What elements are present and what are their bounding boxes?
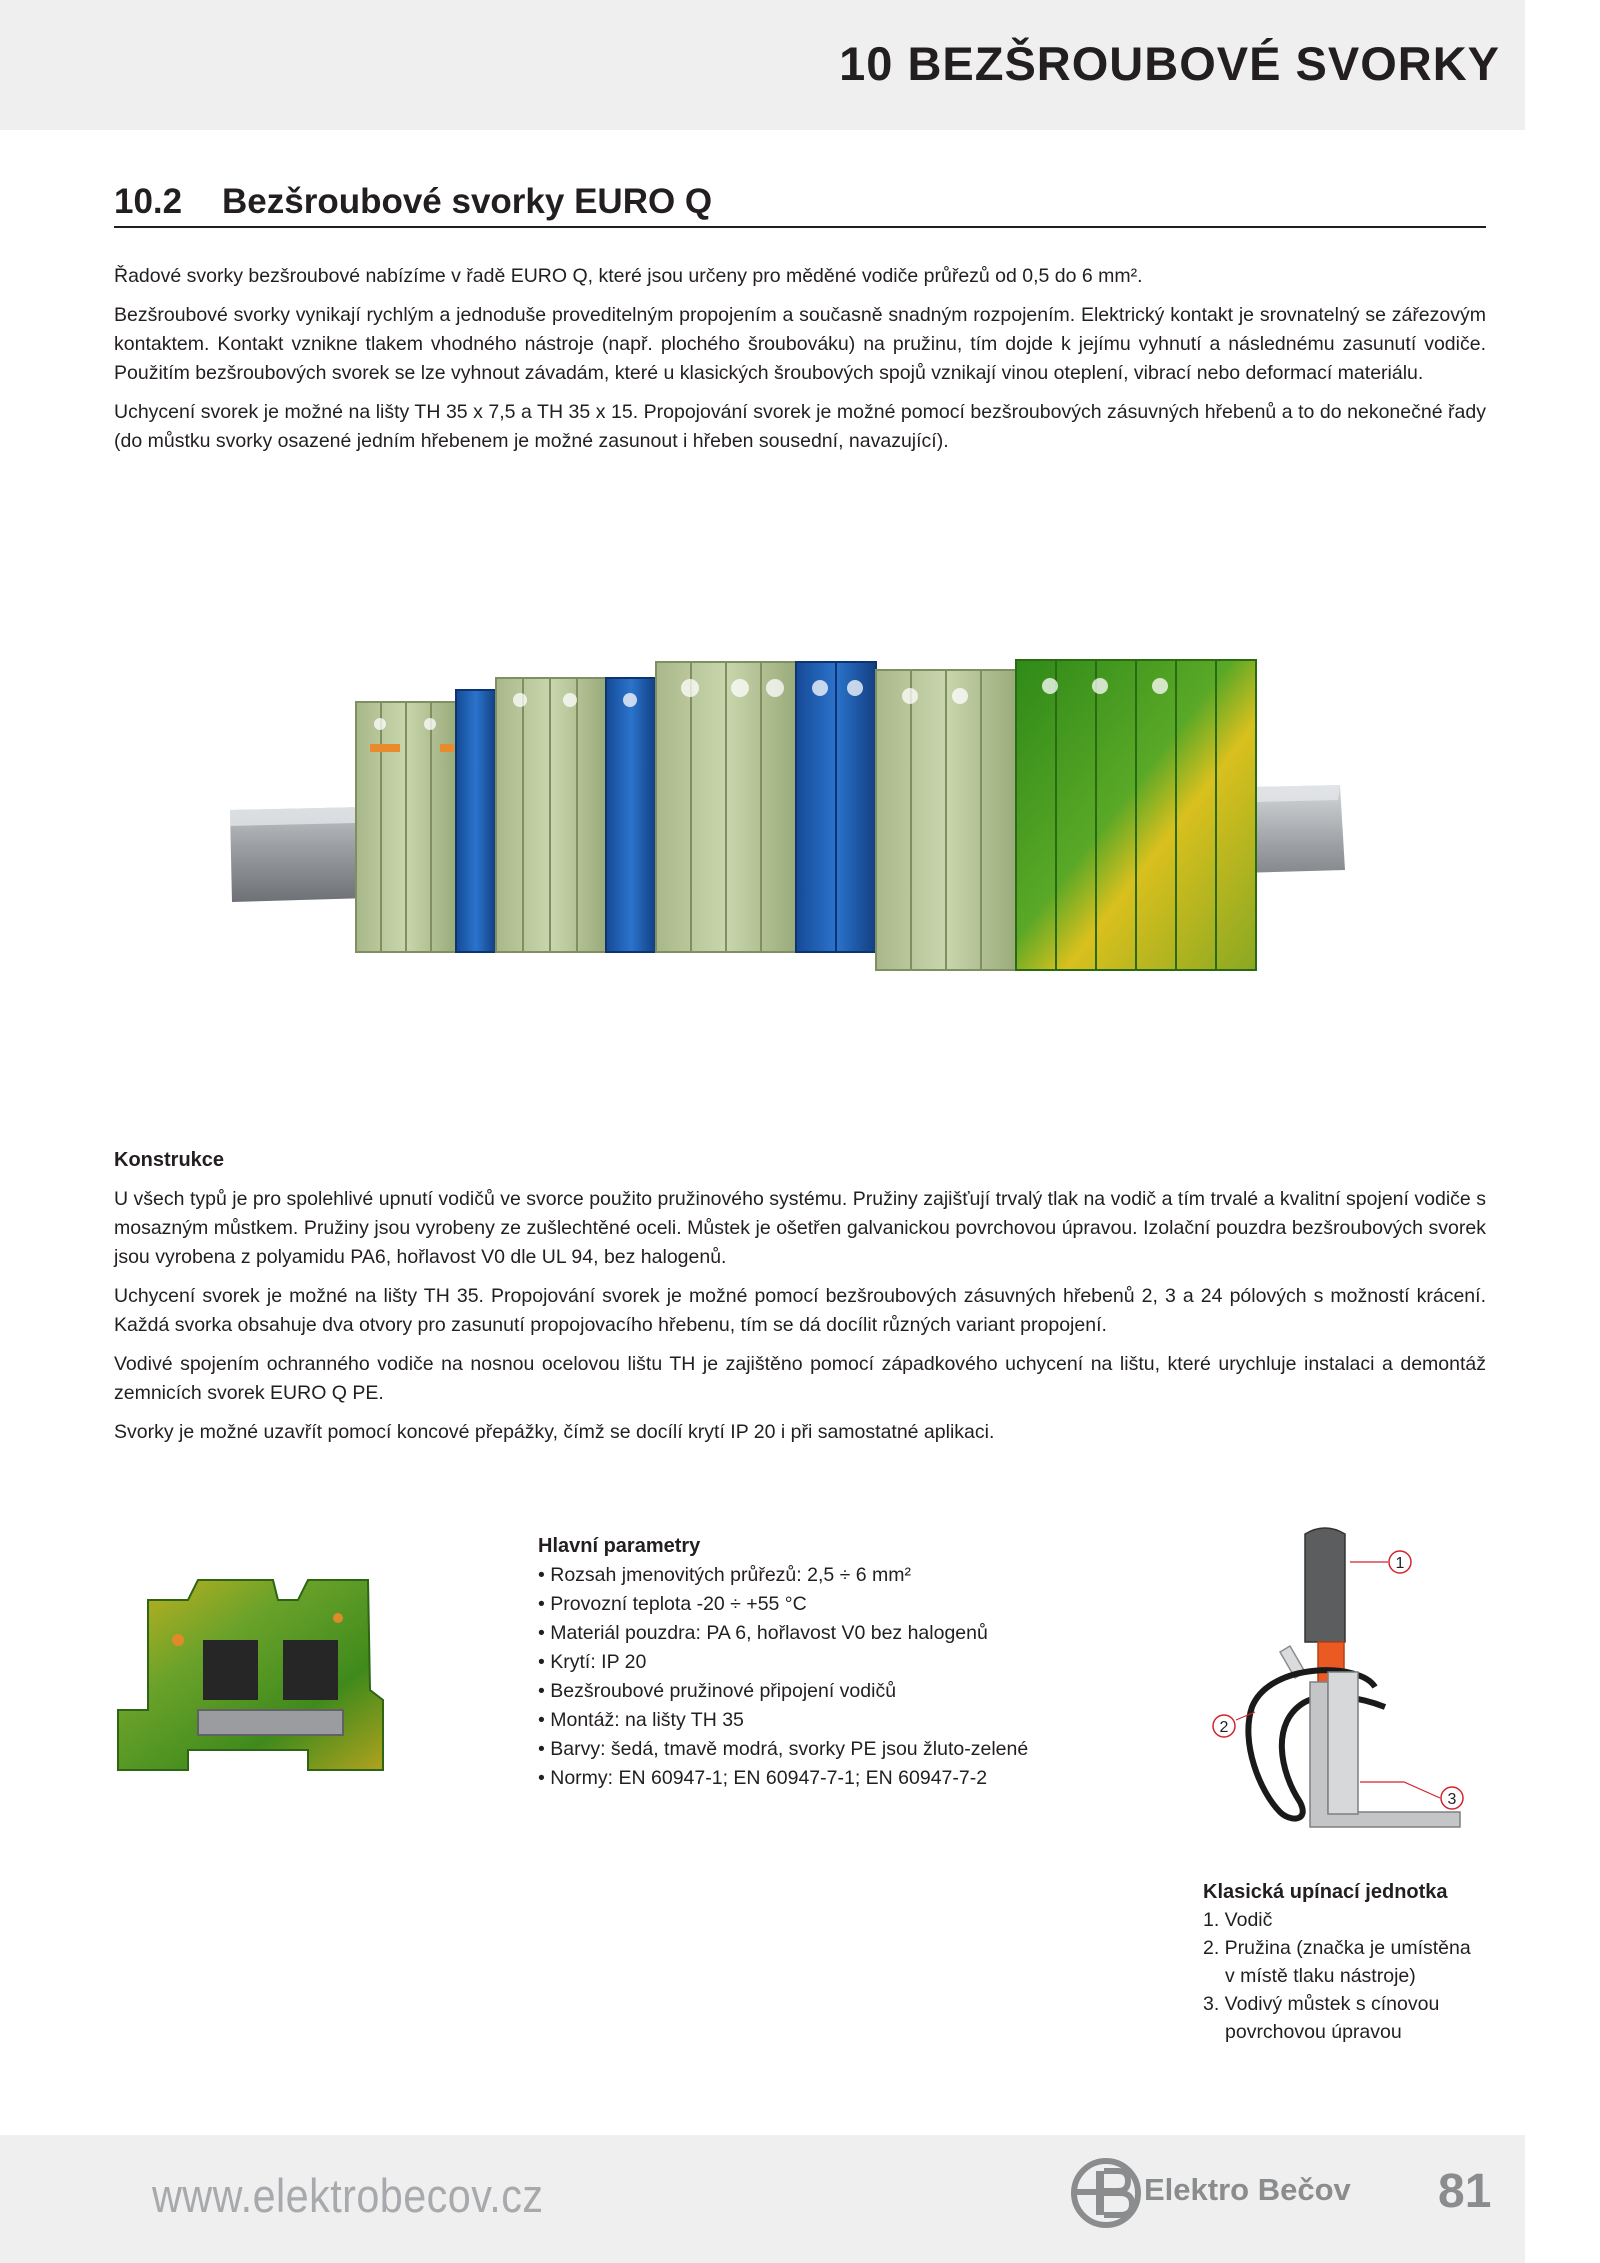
section-title-text: Bezšroubové svorky EURO Q — [222, 182, 713, 221]
clamp-item-text: 2. Pružina (značka je umístěna — [1203, 1937, 1471, 1959]
clamp-item-text: 1. Vodič — [1203, 1909, 1273, 1931]
clamp-caption — [1203, 1878, 1503, 2046]
callout-1-label: 1 — [1395, 1555, 1405, 1572]
intro-paragraph: Uchycení svorek je možné na lišty TH 35 x 7,5 a TH 35 x 15. Propojování svorek je možné pomocí bezšroubových zásuvných hřebenů a to do nekonečné řady (do můstku svorky osazené jedním hřebenem je možné zasunout i hřeben sousední, navazující). — [114, 401, 1486, 452]
params-heading: Hlavní parametry — [538, 1535, 701, 1557]
grey-terminal-group-large — [656, 662, 796, 952]
clamp-item-text: 3. Vodivý můstek s cínovou — [1203, 1993, 1440, 2015]
brand-name: Elektro Bečov — [1144, 2172, 1351, 2207]
clamp-item-continuation: povrchovou úpravou — [1225, 2021, 1402, 2043]
clamp-caption-item — [1203, 1934, 1503, 1990]
terminal-blocks-photo — [220, 640, 1350, 1010]
clamp-caption-list — [1203, 1906, 1503, 2046]
section-number: 10.2 — [114, 182, 183, 221]
wire-insulation — [1305, 1528, 1345, 1642]
konstrukce-paragraph: Svorky je možné uzavřít pomocí koncové přepážky, čímž se docílí krytí IP 20 i při samostatné aplikaci. — [114, 1421, 995, 1443]
pe-terminal-photo — [108, 1560, 388, 1780]
chapter-title: 10 BEZŠROUBOVÉ SVORKY — [839, 37, 1500, 90]
clamp-unit-diagram — [1160, 1522, 1490, 1862]
clamp-caption-item — [1203, 1906, 1503, 1934]
params-item: • Normy: EN 60947-1; EN 60947-7-1; EN 60947-7-2 — [538, 1764, 1058, 1793]
konstrukce-paragraph: Vodivé spojením ochranného vodiče na nosnou ocelovou lištu TH je zajištěno pomocí západkového uchycení na lištu, které urychluje instalaci a demontáž zemnicích svorek EURO Q PE. — [114, 1353, 1486, 1404]
intro-paragraph: Bezšroubové svorky vynikají rychlým a jednoduše proveditelným propojením a současně snadným rozpojením. Elektrický kontakt je srovnatelný se zářezovým kontaktem. Kontakt vznikne tlakem vhodného nástroje (např. plochého šroubováku) na pružinu, tím dojde k jejímu vyhnutí a následnému zasunutí vodiče. Použitím bezšroubových svorek se lze vyhnout závadám, které u klasických šroubových spojů vznikají vinou oteplení, vibrací nebo deformací materiálu. — [114, 304, 1486, 384]
pe-terminal-group — [1016, 660, 1256, 970]
footer-url[interactable]: www.elektrobecov.cz — [152, 2169, 544, 2222]
konstrukce-paragraph: Uchycení svorek je možné na lišty TH 35. Propojování svorek je možné pomocí bezšroubových zásuvných hřebenů 2, 3 a 24 pólových s možností krácení. Každá svorka obsahuje dva otvory pro zasunutí propojovacího hřebenu, tím se dá docílit různých variant propojení. — [114, 1285, 1486, 1336]
params-item: • Barvy: šedá, tmavě modrá, svorky PE jsou žluto-zelené — [538, 1735, 1058, 1764]
main-parameters — [538, 1532, 1058, 1793]
section-title — [114, 182, 1486, 228]
page-number: 81 — [1438, 2165, 1492, 2218]
grey-terminal-group-left — [356, 702, 456, 952]
callout-2-label: 2 — [1219, 1719, 1229, 1736]
clamp-item-continuation: v místě tlaku nástroje) — [1225, 1965, 1416, 1987]
params-item: • Bezšroubové pružinové připojení vodičů — [538, 1677, 1058, 1706]
params-item: • Krytí: IP 20 — [538, 1648, 1058, 1677]
intro-paragraph: Řadové svorky bezšroubové nabízíme v řadě EURO Q, které jsou určeny pro měděné vodiče průřezů od 0,5 do 6 mm². — [114, 265, 1143, 287]
blue-terminal-group-2 — [606, 678, 656, 952]
blue-terminal-group-3 — [796, 662, 876, 952]
blue-terminal-group-1 — [456, 690, 496, 952]
konstrukce-paragraph: U všech typů je pro spolehlivé upnutí vodičů ve svorce použito pružinového systému. Pružiny zajišťují trvalý tlak na vodič a tím trvalé a kvalitní spojení vodiče s mosazným můstkem. Pružiny jsou vyrobeny ze zušlechtěné oceli. Můstek je ošetřen galvanickou povrchovou úpravou. Izolační pouzdra bezšroubových svorek jsou vyrobena z polyamidu PA6, hořlavost V0 dle UL 94, bez halogenů. — [114, 1188, 1486, 1268]
grey-terminal-group-right — [876, 670, 1016, 970]
params-item: • Materiál pouzdra: PA 6, hořlavost V0 bez halogenů — [538, 1619, 1058, 1648]
konstrukce-section — [114, 1146, 1486, 1457]
params-item: • Provozní teplota -20 ÷ +55 °C — [538, 1590, 1058, 1619]
params-item: • Rozsah jmenovitých průřezů: 2,5 ÷ 6 mm² — [538, 1561, 1058, 1590]
params-item: • Montáž: na lišty TH 35 — [538, 1706, 1058, 1735]
intro-text — [114, 262, 1486, 466]
clamp-caption-title: Klasická upínací jednotka — [1203, 1881, 1448, 1903]
clamp-caption-item — [1203, 1990, 1503, 2046]
konstrukce-heading: Konstrukce — [114, 1149, 225, 1171]
grey-terminal-group-mid — [496, 678, 606, 952]
callout-3-label: 3 — [1447, 1791, 1457, 1808]
params-list — [538, 1561, 1058, 1793]
